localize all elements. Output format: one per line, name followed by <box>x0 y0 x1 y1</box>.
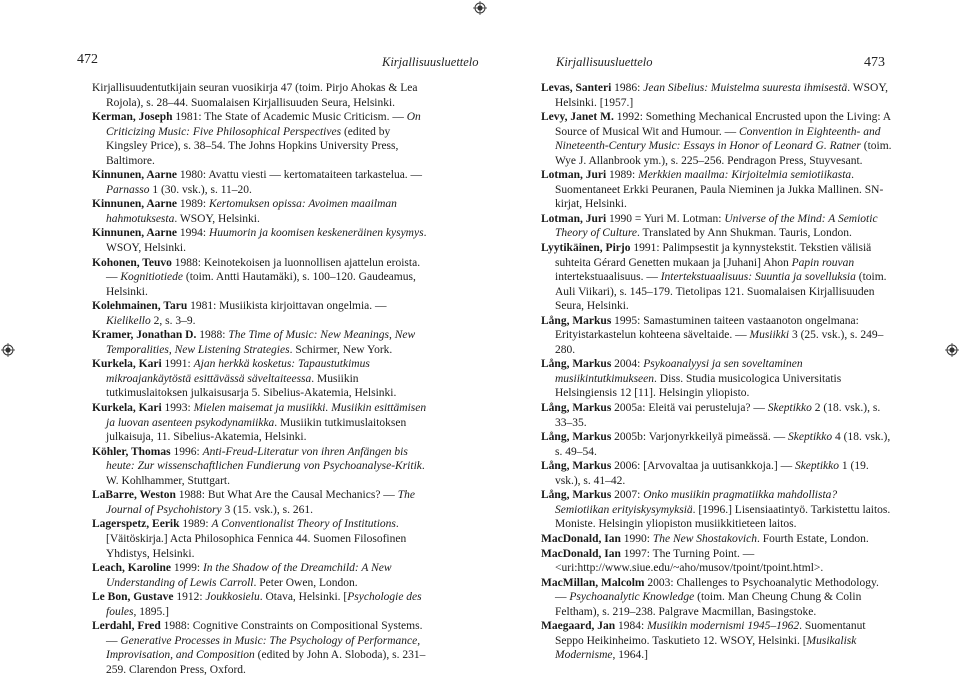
entry-year: 1990: <box>620 532 653 545</box>
entry-year: 1989: <box>606 169 639 182</box>
bibliography-entry <box>541 314 893 358</box>
bibliography-entry <box>92 328 428 357</box>
entry-text: The Turning Point. — <uri:http://www.siue.edu/~aho/musov/tpoint/tpoint.html>. <box>555 547 824 575</box>
entry-year: 1990 = Yuri M. Lotman: <box>606 212 725 225</box>
bibliography-entry <box>92 226 428 255</box>
entry-author: Lång, Markus <box>541 314 612 327</box>
entry-text: Cognitive Constraints on Compositional Systems. — <box>106 620 423 647</box>
entry-text: . Translated by Ann Shukman. Tauris, London. <box>637 227 852 240</box>
entry-author: Köhler, Thomas <box>92 445 171 458</box>
entry-text: . Schirmer, New York. <box>289 343 393 356</box>
entry-text: . Diss. Studia musicologica Universitatis Helsingiensis 12 [11]. Helsingin yliopisto. <box>555 372 842 400</box>
entry-year: 1999: <box>171 562 203 575</box>
entry-year: 1989: <box>179 518 212 531</box>
entry-text: (edited by Kingsley Price), s. 38–54. The Johns Hopkins University Press, Baltimore. <box>106 125 399 167</box>
entry-author: Lång, Markus <box>541 489 612 502</box>
entry-author: Lerdahl, Fred <box>92 620 161 633</box>
entry-title: Onko musiikin pragmatiikka mahdollista? Semiotiikan erityiskysymyksiä <box>555 489 838 516</box>
entry-title: Kertomuksen opissa: Avoimen maailman hahmotuksesta <box>106 198 397 225</box>
entry-author: MacDonald, Ian <box>541 547 621 560</box>
entry-text: [Arvovaltaa ja uutisankkoja.] — <box>643 460 795 473</box>
entry-title: Psychoanalytic Knowledge <box>569 591 695 604</box>
entry-text: (edited by John A. Sloboda), s. 231–259. Clarendon Press, Oxford. <box>106 649 426 676</box>
entry-year: 1994: <box>177 227 209 240</box>
entry-text: (toim. Antti Hautamäki), s. 100–120. Gaudeamus, Helsinki. <box>106 271 416 298</box>
bibliography-entry <box>541 168 893 212</box>
entry-title: Psykoanalyysi ja sen soveltaminen musiikintutkimukseen <box>555 358 803 385</box>
entry-text: Keinotekoisen ja luonnollisen ajattelun eroista. — <box>106 256 421 284</box>
right-page-number: 473 <box>864 55 885 70</box>
entry-title: Parnasso <box>106 183 150 196</box>
entry-author: Maegaard, Jan <box>541 620 616 633</box>
entry-year: 1986: <box>611 82 644 94</box>
entry-title: Jean Sibelius: Muistelma suuresta ihmisestä <box>643 82 848 94</box>
bibliography-entry <box>92 590 428 619</box>
bibliography-entry <box>92 168 428 197</box>
registration-mark-icon <box>945 343 959 357</box>
entry-author: Lång, Markus <box>541 358 612 371</box>
entry-text: (toim. Man Cheung Chung & Colin Feltham), s. 219–238. Palgrave Macmillan, Basingstoke. <box>555 591 862 618</box>
left-page-bibliography <box>92 81 428 677</box>
entry-text: , 1964.] <box>612 649 648 662</box>
entry-year: 2006: <box>611 460 644 473</box>
entry-text: . Fourth Estate, London. <box>756 532 869 545</box>
entry-title: Convention in Eighteenth- and Nineteenth-Century Music: Essays in Honor of Leonard G. Ratner <box>555 125 881 153</box>
entry-text: . Otava, Helsinki. [ <box>259 591 348 604</box>
entry-text: Something Mechanical Encrusted upon the Living: A Source of Musical Wit and Humour. — <box>555 111 891 138</box>
entry-text: . [1996.] Lisensiaatintyö. Tarkistettu laitos. Moniste. Helsingin yliopiston musiikkitieteen laitos. <box>555 503 891 531</box>
bibliography-entry <box>92 517 428 561</box>
right-running-head: Kirjallisuusluettelo <box>556 55 653 69</box>
entry-year: 1988: <box>196 329 229 342</box>
entry-year: 2007: <box>611 489 644 502</box>
entry-text: . WSOY, Helsinki. <box>174 212 260 225</box>
bibliography-entry <box>92 401 428 445</box>
entry-author: Levas, Santeri <box>541 82 612 94</box>
entry-title: Musiikki <box>749 329 790 342</box>
entry-author: Lång, Markus <box>541 402 612 415</box>
bibliography-entry <box>92 256 428 300</box>
entry-author: Kerman, Joseph <box>92 111 173 124</box>
entry-text: . Suomentanut Seppo Heikinheimo. Taskutieto 12. WSOY, Helsinki. [ <box>555 620 866 647</box>
entry-title: Kielikello <box>106 314 151 327</box>
entry-text: 1 (30. vsk.), s. 11–20. <box>149 183 252 196</box>
entry-year: 1980: <box>177 169 209 182</box>
entry-title: The New Shostakovich <box>652 532 757 545</box>
bibliography-entry <box>541 401 893 430</box>
entry-text: Musiikista kirjoittavan ongelmia. — <box>219 300 387 313</box>
entry-author: Levy, Janet M. <box>541 111 614 124</box>
entry-text: 3 (25. vsk.), s. 249–280. <box>555 329 884 356</box>
bibliography-entry <box>92 488 428 517</box>
entry-author: Le Bon, Gustave <box>92 591 174 604</box>
entry-year: 1992: <box>613 111 646 124</box>
entry-author: Lång, Markus <box>541 460 612 473</box>
entry-author: Lagerspetz, Eerik <box>92 518 180 531</box>
entry-year: 1984: <box>615 620 648 633</box>
entry-author: MacDonald, Ian <box>541 532 621 545</box>
entry-text: . Musiikin tutkimuslaitoksen julkaisusarja 5. Sibelius-Akatemia, Helsinki. <box>106 372 397 400</box>
entry-text: . Peter Owen, London. <box>253 576 358 589</box>
entry-text: . Suomentaneet Erkki Peuranen, Paula Nieminen ja Jukka Mallinen. SN-kirjat, Helsinki. <box>555 169 884 211</box>
entry-text: intertekstuaalisuus. — <box>555 271 661 284</box>
entry-year: 1991: <box>630 242 663 255</box>
bibliography-entry <box>541 459 893 488</box>
bibliography-entry <box>92 197 428 226</box>
entry-text: Challenges to Psychoanalytic Methodology. — <box>555 576 879 604</box>
entry-year: 1981: <box>172 111 205 124</box>
bibliography-entry <box>92 357 428 401</box>
bibliography-entry <box>541 532 893 547</box>
entry-text: 2, s. 3–9. <box>150 314 196 327</box>
entry-year: 1988: <box>175 489 208 502</box>
entry-text: 4 (18. vsk.), s. 49–54. <box>555 431 891 458</box>
entry-text: . WSOY, Helsinki. <box>106 227 427 255</box>
left-page-number: 472 <box>77 52 98 67</box>
entry-text: 2 (18. vsk.), s. 33–35. <box>555 402 881 429</box>
entry-year: 2005a: <box>611 402 649 415</box>
entry-year: 1993: <box>161 402 194 415</box>
bibliography-entry <box>541 110 893 168</box>
entry-title: Psychologie des foules <box>106 591 422 618</box>
entry-title: Joukkosielu <box>205 591 260 604</box>
entry-author: Kinnunen, Aarne <box>92 169 177 182</box>
bibliography-entry <box>541 241 893 314</box>
bibliography-entry <box>541 619 893 663</box>
entry-author: Leach, Karoline <box>92 562 172 575</box>
entry-title: Universe of the Mind: A Semiotic Theory of Culture <box>555 212 878 240</box>
entry-title: The Journal of Psychohistory <box>106 489 415 516</box>
entry-author: Lyytikäinen, Pirjo <box>541 242 631 255</box>
bibliography-entry <box>92 619 428 677</box>
entry-text: . W. Kohlhammer, Stuttgart. <box>106 460 425 487</box>
entry-author: Kurkela, Kari <box>92 402 162 415</box>
registration-mark-icon <box>473 1 487 15</box>
entry-year: 1988: <box>171 256 204 269</box>
entry-title: Anti-Freud-Literatur von ihren Anfängen bis heute: Zur wissenschaftlichen Fundierung von Psychoanalyse-Kritik <box>106 445 422 473</box>
bibliography-entry <box>541 547 893 576</box>
entry-title: Papin rouvan <box>791 256 855 269</box>
entry-author: Lång, Markus <box>541 431 612 444</box>
entry-title: Skeptikko <box>767 402 812 415</box>
entry-author: Kohonen, Teuvo <box>92 256 172 269</box>
entry-title: Generative Processes in Music: The Psychology of Performance, Improvisation, and Composition <box>106 634 421 662</box>
entry-text: Avattu viesti — kertomataiteen tarkastelua. — <box>208 169 423 182</box>
entry-text: Palimpsestit ja kynnystekstit. Tekstien välisiä suhteita Gérard Genetten mukaan ja [Juhani] Ahon <box>555 242 872 269</box>
entry-year: 2005b: <box>611 431 649 444</box>
entry-year: 1997: <box>620 547 653 560</box>
bibliography-entry <box>541 488 893 532</box>
entry-title: Skeptikko <box>794 460 840 473</box>
entry-title: In the Shadow of the Dreamchild: A New Understanding of Lewis Carroll <box>106 562 392 589</box>
right-page-bibliography <box>541 81 893 663</box>
entry-text: 3 (15. vsk.), s. 261. <box>221 503 313 516</box>
entry-author: Kinnunen, Aarne <box>92 227 177 240</box>
entry-author: Kinnunen, Aarne <box>92 198 177 211</box>
entry-text: (toim. Wye J. Allanbrook ym.), s. 225–256. Pendragon Press, Stuyvesant. <box>555 140 892 167</box>
entry-author: LaBarre, Weston <box>92 489 176 502</box>
entry-author: Kramer, Jonathan D. <box>92 329 197 342</box>
bibliography-entry <box>541 212 893 241</box>
entry-text: . WSOY, Helsinki. [1957.] <box>555 82 889 109</box>
bibliography-entry <box>92 299 428 328</box>
bibliography-entry <box>92 81 428 110</box>
entry-text: Kirjallisuudentutkijain seuran vuosikirja 47 (toim. Pirjo Ahokas & Lea Rojola), s. 28–44. Suomalaisen Kirjallisuuden Seura, Helsinki. <box>92 82 418 109</box>
entry-year: 1996: <box>170 445 203 458</box>
entry-text: Samastuminen taiteen vastaanoton ongelmana: Erityistarkastelun kohteena säveltaide. — <box>555 314 859 342</box>
entry-title: Intertekstuaalisuus: Suuntia ja sovelluksia <box>660 271 856 284</box>
entry-author: MacMillan, Malcolm <box>541 576 645 589</box>
entry-text: Eleitä vai perusteluja? — <box>648 402 768 415</box>
entry-title: A Conventionalist Theory of Institutions <box>211 518 396 531</box>
bibliography-entry <box>541 81 893 110</box>
entry-title: Kognitiotiede <box>120 271 183 284</box>
bibliography-entry <box>92 110 428 168</box>
entry-text: . [Väitöskirja.] Acta Philosophica Fennica 44. Suomen Filosofinen Yhdistys, Helsinki. <box>106 518 407 560</box>
entry-year: 1989: <box>177 198 209 211</box>
entry-year: 1988: <box>160 620 193 633</box>
entry-text: The State of Academic Music Criticism. — <box>204 111 407 124</box>
entry-text: 1 (19. vsk.), s. 41–42. <box>555 460 869 487</box>
entry-author: Kolehmainen, Taru <box>92 300 188 313</box>
entry-author: Lotman, Juri <box>541 169 607 182</box>
bibliography-entry <box>92 445 428 489</box>
entry-author: Kurkela, Kari <box>92 358 162 371</box>
entry-title: Ajan herkkä kosketus: Tapaustutkimus mikroajankäytöstä esittävässä säveltaiteessa <box>106 358 370 385</box>
entry-year: 1981: <box>187 300 220 313</box>
entry-year: 1995: <box>611 314 644 327</box>
entry-title: Huumorin ja koomisen keskeneräinen kysymys <box>208 227 424 240</box>
entry-title: Merkkien maailma: Kirjoitelmia semiotiikasta <box>638 169 852 182</box>
entry-title: Musikalisk Modernisme <box>555 634 857 662</box>
entry-year: 1912: <box>173 591 206 604</box>
left-running-head: Kirjallisuusluettelo <box>382 55 479 69</box>
entry-title: The Time of Music: New Meanings, New Temporalities, New Listening Strategies <box>106 329 416 356</box>
entry-title: On Criticizing Music: Five Philosophical Perspectives <box>106 111 421 138</box>
bibliography-entry <box>541 357 893 401</box>
entry-year: 2003: <box>644 576 677 589</box>
bibliography-entry <box>541 430 893 459</box>
bibliography-entry <box>541 576 893 620</box>
entry-year: 2004: <box>611 358 644 371</box>
entry-author: Lotman, Juri <box>541 212 607 225</box>
entry-title: Skeptikko <box>788 431 833 444</box>
entry-text: Varjonyrkkeilyä pimeässä. — <box>648 431 789 444</box>
entry-title: Mielen maisemat ja musiikki. Musiikin esittämisen ja luovan asenteen psykodynamiikka <box>106 402 427 429</box>
entry-title: Musiikin modernismi 1945–1962 <box>647 620 800 633</box>
entry-text: , 1895.] <box>133 605 169 618</box>
bibliography-entry <box>92 561 428 590</box>
entry-year: 1991: <box>161 358 194 371</box>
entry-text: But What Are the Causal Mechanics? — <box>207 489 398 502</box>
entry-text: . Musiikin tutkimuslaitoksen julkaisuja, 11. Sibelius-Akatemia, Helsinki. <box>106 416 407 444</box>
registration-mark-icon <box>1 343 15 357</box>
entry-text: (toim. Auli Viikari), s. 145–179. Tietolipas 121. Suomalaisen Kirjallisuuden Seura, Helsinki. <box>555 271 887 313</box>
